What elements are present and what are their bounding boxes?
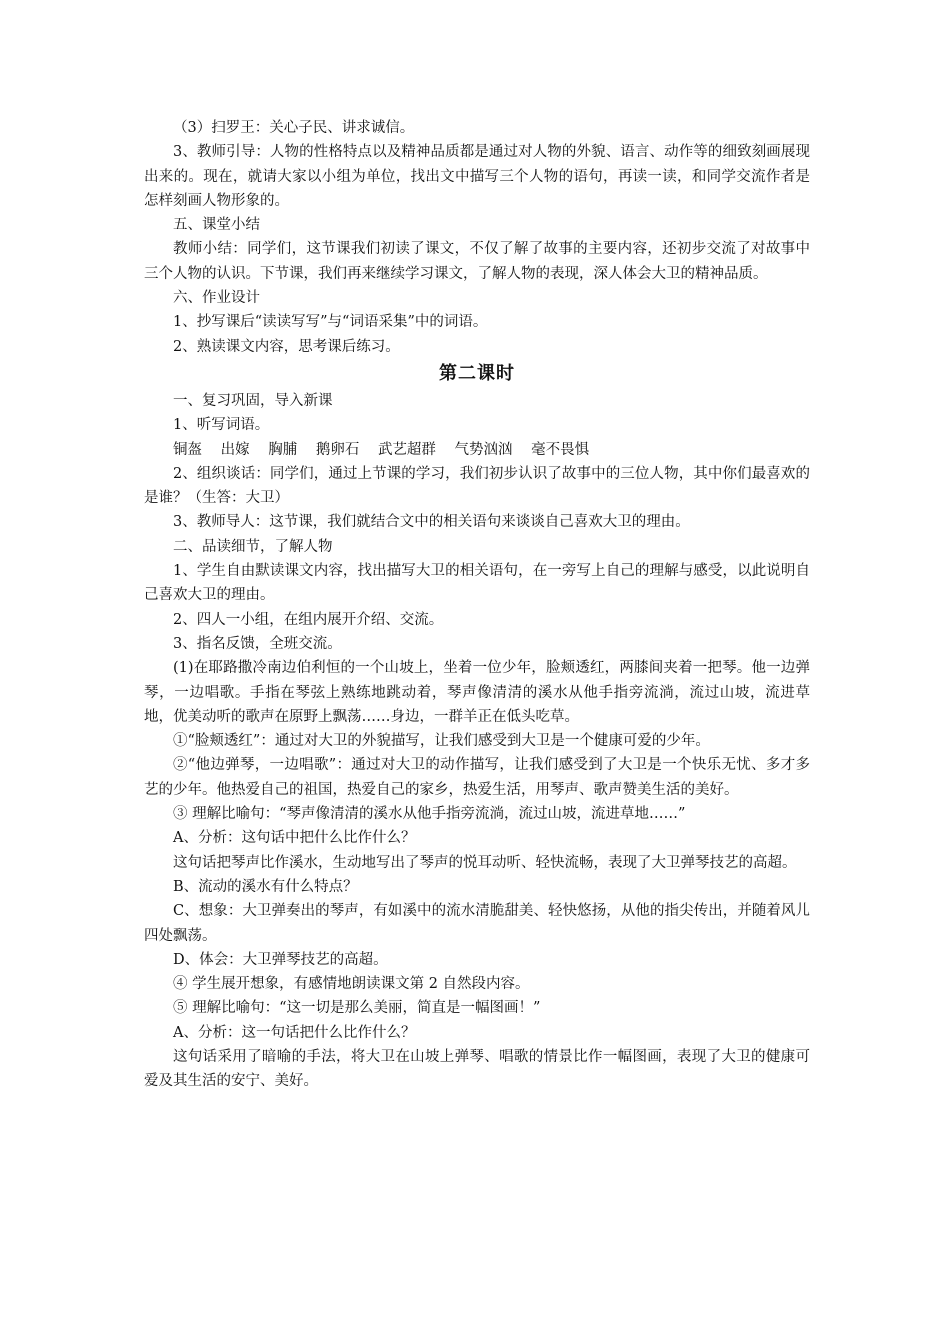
paragraph: 这句话采用了暗喻的手法，将大卫在山坡上弹琴、唱歌的情景比作一幅图画，表现了大卫的健康可爱及其生活的安宁、美好。: [144, 1048, 810, 1090]
paragraph: 2、四人一小组，在组内展开介绍、交流。: [173, 611, 444, 628]
paragraph: A、分析：这句话中把什么比作什么？: [173, 830, 416, 847]
section-heading: 五、课堂小结: [173, 217, 260, 234]
paragraph: 1、抄写课后“读读写写”与“词语采集”中的词语。: [173, 314, 488, 331]
paragraph: ①“脸颊透红”：通过对大卫的外貌描写，让我们感受到大卫是一个健康可爱的少年。: [173, 733, 710, 750]
dictation-word: 气势汹汹: [454, 441, 513, 458]
section-heading: 一、复习巩固，导入新课: [173, 392, 333, 409]
dictation-word: 胸脯: [268, 441, 298, 458]
paragraph: ④ 学生展开想象，有感情地朗读课文第 2 自然段内容。: [173, 976, 530, 993]
paragraph: 教师小结：同学们，这节课我们初读了课文，不仅了解了故事的主要内容，还初步交流了对故事中三个人物的认识。下节课，我们再来继续学习课文，了解人物的表现，深人体会大卫的精神品质。: [144, 241, 810, 282]
paragraph: 这句话把琴声比作溪水，生动地写出了琴声的悦耳动听、轻快流畅，表现了大卫弹琴技艺的高超。: [173, 854, 797, 871]
dictation-word: 鹅卵石: [315, 441, 360, 458]
dictation-word: 武艺超群: [377, 441, 436, 458]
paragraph: (1)在耶路撒冷南边伯利恒的一个山坡上，坐着一位少年，脸颊透红，两膝间夹着一把琴。他一边弹琴，一边唱歌。手指在琴弦上熟练地跳动着，琴声像清清的溪水从他手指旁流淌，流过山坡，流进草地，优美动听的歌声在原野上飘荡……身边，一群羊正在低头吃草。: [144, 660, 810, 725]
paragraph: B、流动的溪水有什么特点？: [173, 878, 358, 895]
paragraph: 1、学生自由默读课文内容，找出描写大卫的相关语句，在一旁写上自己的理解与感受，以此说明自己喜欢大卫的理由。: [144, 563, 810, 604]
section-heading: 六、作业设计: [173, 290, 260, 307]
dictation-word-list: [144, 438, 810, 462]
paragraph: C、想象：大卫弹奏出的琴声，有如溪中的流水清脆甜美、轻快悠扬，从他的指尖传出，并随着风儿四处飘荡。: [144, 903, 810, 944]
dictation-word: 毫不畏惧: [531, 441, 590, 458]
document-page: [144, 116, 810, 1094]
section-heading: 二、品读细节，了解人物: [173, 538, 333, 555]
paragraph: ⑤ 理解比喻句：“这一切是那么美丽，简直是一幅图画！”: [173, 1000, 541, 1017]
paragraph: 3、指名反馈，全班交流。: [173, 635, 342, 652]
dictation-word: 出嫁: [220, 441, 250, 458]
paragraph: A、分析：这一句话把什么比作什么？: [173, 1024, 416, 1041]
paragraph: 1、听写词语。: [173, 417, 270, 434]
paragraph: 3、教师导人：这节课，我们就结合文中的相关语句来谈谈自己喜欢大卫的理由。: [173, 514, 690, 531]
paragraph: （3）扫罗王：关心子民、讲求诚信。: [173, 120, 415, 136]
paragraph: ②“他边弹琴，一边唱歌”：通过对大卫的动作描写，让我们感受到了大卫是一个快乐无忧、多才多艺的少年。他热爱自己的祖国，热爱自己的家乡，热爱生活，用琴声、歌声赞美生活的美好。: [144, 757, 810, 798]
paragraph: 2、熟读课文内容，思考课后练习。: [173, 338, 400, 355]
lesson-title: 第二课时: [439, 362, 515, 384]
paragraph: 2、组织谈话：同学们，通过上节课的学习，我们初步认识了故事中的三位人物，其中你们最喜欢的是谁？（生答：大卫）: [144, 465, 810, 507]
paragraph: ③ 理解比喻句：“琴声像清清的溪水从他手指旁流淌，流过山坡，流进草地……”: [173, 806, 686, 823]
paragraph: D、体会：大卫弹琴技艺的高超。: [173, 951, 388, 968]
paragraph: 3、教师引导：人物的性格特点以及精神品质都是通过对人物的外貌、语言、动作等的细致刻画展现出来的。现在，就请大家以小组为单位，找出文中描写三个人物的语句，再读一读，和同学交流作者是怎样刻画人物形象的。: [144, 144, 810, 209]
dictation-word: 铜盔: [173, 441, 202, 458]
